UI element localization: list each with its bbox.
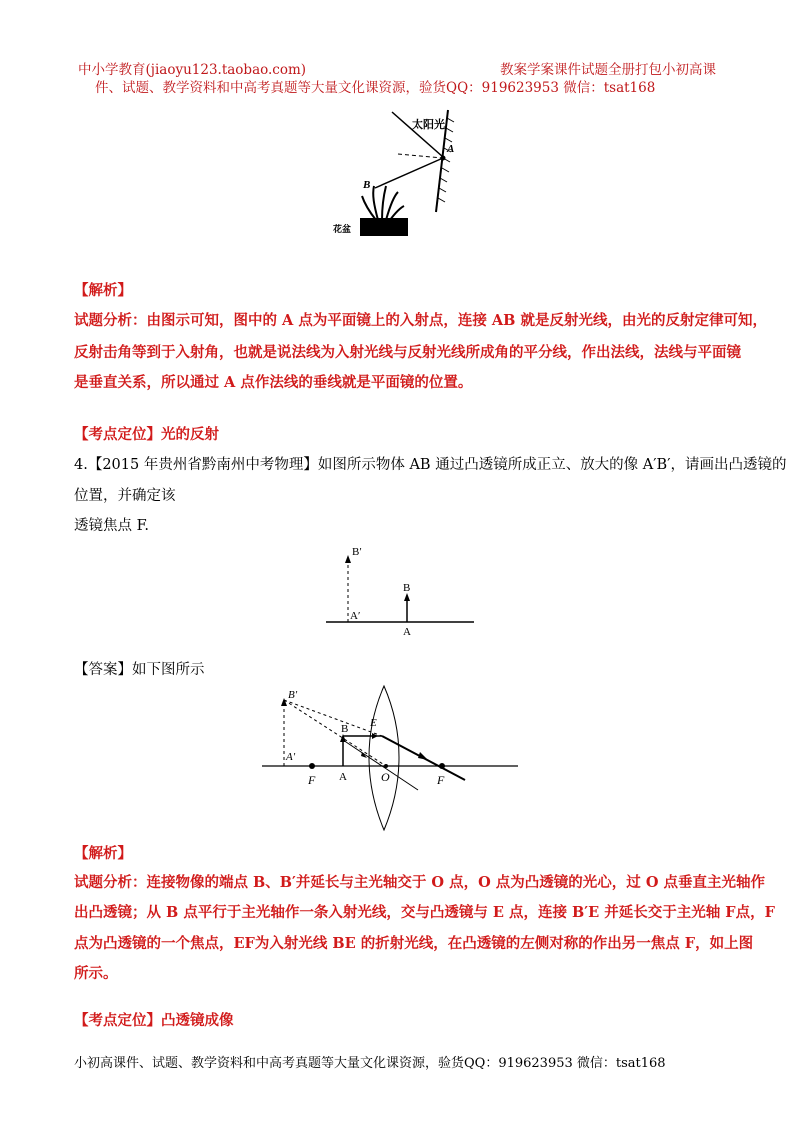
normal-line — [398, 154, 443, 158]
focus-left — [309, 763, 315, 769]
analysis-4-line4: 所示。 — [74, 965, 118, 982]
analysis-4-line3: 点为凸透镜的一个焦点，EF为入射光线 BE 的折射光线，在凸透镜的左侧对称的作出另一焦点 F，如上图 — [74, 935, 754, 952]
analysis-3-line3: 是垂直关系，所以通过 A 点作法线的垂线就是平面镜的位置。 — [74, 374, 473, 391]
label-B: B — [341, 723, 349, 735]
refracted-arrowhead — [418, 752, 428, 760]
answer-label: 【答案】 — [74, 662, 132, 678]
kaodian-value-3: 光的反射 — [161, 426, 219, 443]
reflected-ray — [375, 158, 443, 188]
focus-right — [439, 763, 445, 769]
analysis-3-line2: 反射击角等到于入射角，也就是说法线为入射光线与反射光线所成角的平分线，作出法线，法线与平面镜 — [74, 344, 741, 361]
label-A: A — [339, 771, 347, 783]
header-left: 中小学教育(jiaoyu123.taobao.com) — [78, 62, 307, 78]
question4-line1: 4.【2015 年贵州省黔南州中考物理】如图所示物体 AB 通过凸透镜所成正立、放大的像 A′B′，请画出凸透镜的 — [74, 457, 787, 473]
convex-lens — [369, 686, 399, 830]
label-E: E — [370, 717, 377, 729]
label-A-prime: A′ — [350, 610, 361, 622]
kaodian-3 — [74, 420, 219, 450]
lens-solution-figure — [260, 682, 520, 834]
answer — [74, 655, 205, 685]
label-A: A — [447, 143, 455, 155]
question4-line3: 透镜焦点 F. — [74, 518, 150, 534]
label-sunlight: 太阳光 — [412, 119, 445, 131]
label-O: O — [381, 770, 390, 784]
plant-icon — [362, 186, 404, 220]
label-pot: 花盆 — [333, 224, 352, 234]
answer-value: 如下图所示 — [132, 662, 205, 678]
flower-pot — [360, 218, 408, 236]
label-B-prime: B′ — [288, 689, 298, 701]
kaodian-4 — [74, 1006, 234, 1036]
jiexi-label-4: 【解析】 — [74, 845, 132, 862]
footer-text: 小初高课件、试题、教学资料和中高考真题等大量文化课资源，验货QQ：919623953 微信：tsat168 — [74, 1056, 666, 1071]
label-A: A — [403, 626, 411, 638]
label-F-left: F — [308, 773, 316, 787]
object-arrowhead — [404, 593, 410, 601]
point-A — [441, 156, 446, 161]
dashed-B-prime-E — [284, 700, 382, 736]
kaodian-label-4: 【考点定位】 — [74, 1012, 161, 1029]
jiexi-label-3: 【解析】 — [74, 282, 132, 299]
image-arrowhead — [281, 698, 287, 706]
header-right: 教案学案课件试题全册打包小初高课 — [500, 62, 716, 78]
kaodian-label-3: 【考点定位】 — [74, 426, 161, 443]
label-B: B — [363, 179, 371, 191]
optical-center — [384, 764, 388, 768]
header-line2: 件、试题、教学资料和中高考真题等大量文化课资源，验货QQ：919623953 微信：tsat168 — [95, 80, 656, 96]
analysis-3-line1: 试题分析：由图示可知，图中的 A 点为平面镜上的入射点，连接 AB 就是反射光线，由光的反射定律可知， — [74, 312, 767, 329]
analysis-4-line1: 试题分析：连接物像的端点 B、B′并延长与主光轴交于 O 点，O 点为凸透镜的光心，过 O 点垂直主光轴作 — [74, 874, 766, 891]
image-arrowhead — [345, 555, 351, 563]
label-A-prime: A′ — [286, 751, 296, 763]
object-image-figure — [320, 535, 480, 640]
question4-line2: 位置，并确定该 — [74, 488, 176, 504]
kaodian-value-4: 凸透镜成像 — [161, 1012, 234, 1029]
reflection-figure — [330, 100, 470, 240]
label-F-right: F — [437, 773, 445, 787]
analysis-4-line2: 出凸透镜；从 B 点平行于主光轴作一条入射光线，交与凸透镜与 E 点，连接 B′E 并延长交于主光轴 F点，F — [74, 904, 775, 921]
label-B-prime: B′ — [352, 546, 362, 558]
label-B: B — [403, 582, 411, 594]
